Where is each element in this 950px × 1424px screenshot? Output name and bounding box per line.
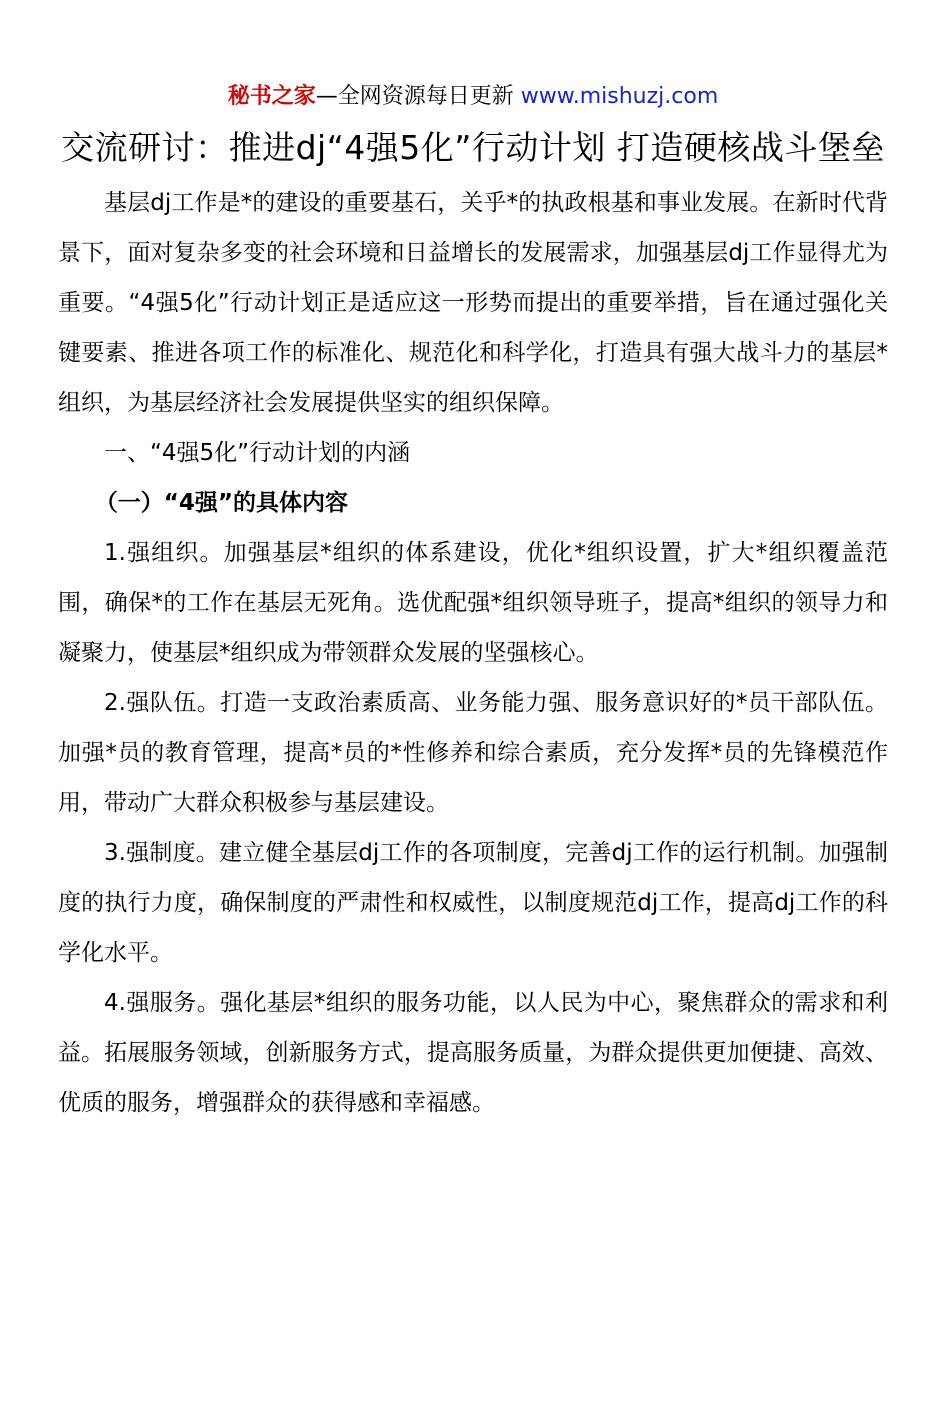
intro-paragraph: 基层dj工作是*的建设的重要基石，关乎*的执政根基和事业发展。在新时代背景下，面对复杂多变的社会环境和日益增长的发展需求，加强基层dj工作显得尤为重要。“4强5化”行动计划正是适应这一形势而提出的重要举措，旨在通过强化关键要素、推进各项工作的标准化、规范化和科学化，打造具有强大战斗力的基层*组织，为基层经济社会发展提供坚实的组织保障。 [58, 190, 888, 416]
site-brand: 秘书之家 [227, 84, 316, 109]
document-page [0, 80, 950, 1424]
document-title: 交流研讨：推进dj“4强5化”行动计划 打造硬核战斗堡垒 [61, 128, 885, 167]
list-item-strong-organization: 1.强组织。加强基层*组织的体系建设，优化*组织设置，扩大*组织覆盖范围，确保*的工作在基层无死角。选优配强*组织领导班子，提高*组织的领导力和凝聚力，使基层*组织成为带领群众发展的坚强核心。 [58, 540, 888, 666]
list-item-strong-service: 4.强服务。强化基层*组织的服务功能，以人民为中心，聚焦群众的需求和利益。拓展服务领域，创新服务方式，提高服务质量，为群众提供更加便捷、高效、优质的服务，增强群众的获得感和幸福感。 [58, 990, 888, 1116]
site-url-link[interactable]: www.mishuzj.com [520, 84, 719, 109]
list-item-strong-team: 2.强队伍。打造一支政治素质高、业务能力强、服务意识好的*员干部队伍。加强*员的教育管理，提高*员的*性修养和综合素质，充分发挥*员的先锋模范作用，带动广大群众积极参与基层建设。 [58, 690, 888, 816]
section-heading: 一、“4强5化”行动计划的内涵 [104, 440, 411, 466]
list-item-strong-system: 3.强制度。建立健全基层dj工作的各项制度，完善dj工作的运行机制。加强制度的执行力度，确保制度的严肃性和权威性，以制度规范dj工作，提高dj工作的科学化水平。 [58, 840, 888, 966]
site-header [58, 80, 888, 114]
subsection-heading: （一）“4强”的具体内容 [94, 490, 349, 516]
site-tagline: —全网资源每日更新 [315, 84, 521, 109]
